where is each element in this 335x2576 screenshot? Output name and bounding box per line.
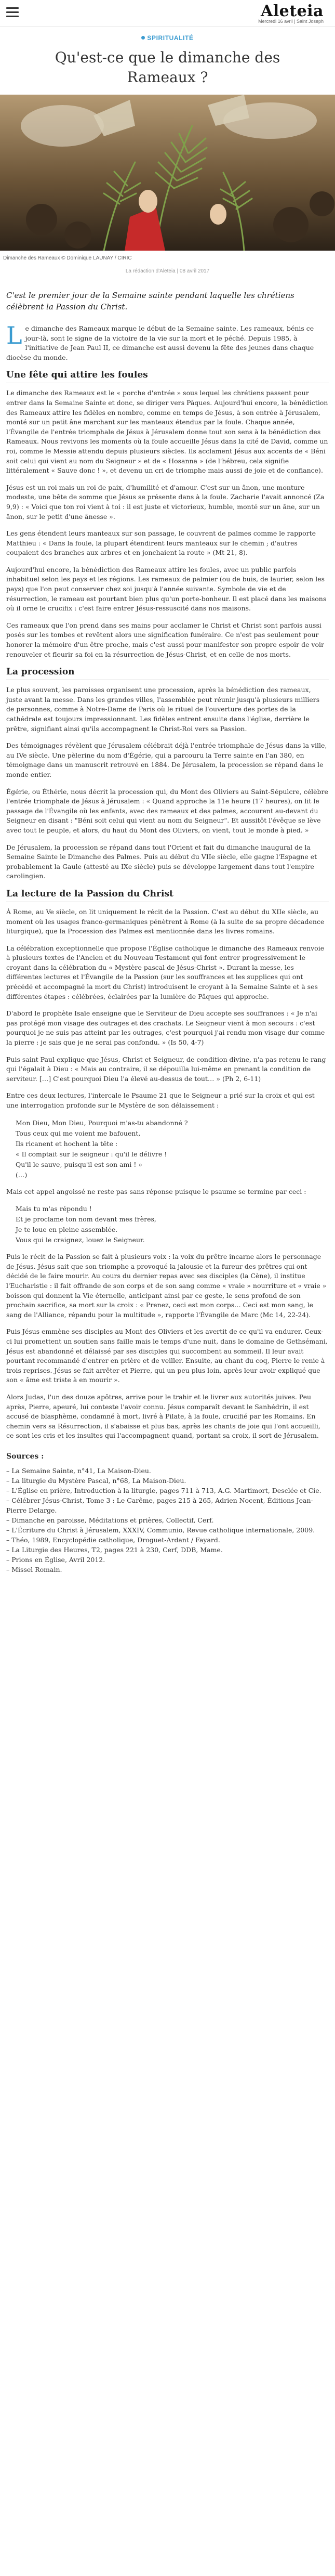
- source-item: – La liturgie du Mystère Pascal, n°68, La Maison-Dieu.: [6, 1476, 329, 1486]
- source-item: – Théo, 1989, Encyclopédie catholique, Droguet-Ardant / Fayard.: [6, 1535, 329, 1545]
- source-item: – L'Église en prière, Introduction à la liturgie, pages 711 à 713, A.G. Martimort, Desclée et Cie.: [6, 1486, 329, 1495]
- site-logo[interactable]: [258, 2, 324, 24]
- category-label: SPIRITUALITÉ: [147, 34, 194, 42]
- paragraph: Puis saint Paul explique que Jésus, Christ et Seigneur, de condition divine, n'a pas retenu le rang qui l'égalait à Dieu : « Mais au contraire, il se dépouilla lui-même en prenant la condition de serviteur. […] C'est pourquoi Dieu l'a élevé au-dessus de tout… » (Ph 2, 6-11): [6, 1055, 326, 1083]
- paragraph: Le dimanche des Rameaux est le « porche d'entrée » sous lequel les chrétiens passent pour entrer dans la Semaine Sainte et donc, se diriger vers Pâques. Aujourd'hui encore, la bénédiction des Rameaux attire les fidèles en nombre, comme en temps de Jésus, à son entrée à Jérusalem, monté sur un petit âne marchant sur les manteaux étendus par la foule. Chaque année, l'Évangile de l'entrée triomphale de Jésus à Jérusalem donne tout son sens à la bénédiction des Rameaux. Nous revivons les moments où la foule accueille Jésus dans la cité de David, comme un roi, comme le Messie attendu depuis plusieurs siècles. Ils acclament Jésus aux accents de « Béni soit celui qui vient au nom du Seigneur » et de « Hosanna » (de l'hébreu, cela signifie littéralement « Sauve donc ! », et devenu un cri de triomphe mais aussi de joie et de confiance).: [6, 389, 328, 475]
- paragraph: Ces rameaux que l'on prend dans ses mains pour acclamer le Christ et Christ sont parfois aussi posés sur les tombes et revêtent alors une signification funéraire. Ce n'est pas seulement pour honorer la mémoire d'un être proche, mais c'est aussi pour manifester son propre espoir de voir renouveler et fleurir sa foi en la résurrection de Jésus-Christ, et en celle de nos morts.: [6, 621, 325, 658]
- psalm-end-quote: [16, 1204, 329, 1245]
- paragraph: Puis le récit de la Passion se fait à plusieurs voix : la voix du prêtre incarne alors le personnage de Jésus. Jésus sait que son triomphe a provoqué la jalousie et la fureur des prêtres qui ont décidé de le faire mourir. Au cours du dernier repas avec ses disciples (la Cène), il institue l'Eucharistie : il fait offrande de son corps et de son sang comme « vraie » nourriture et « vraie » boisson qui donnent la Vie éternelle, anticipant ainsi par ce geste, le sens profond de son prochain sacrifice, sa mort sur la croix : « Prenez, ceci est mon corps… Ceci est mon sang, le sang de l'Alliance, répandu pour la multitude », rapporte l'Évangile de Marc (Mc 14, 22-24).: [6, 1253, 327, 1319]
- hero-image: [0, 95, 335, 251]
- psalm-line: « Il comptait sur le seigneur : qu'il le délivre !: [16, 1150, 167, 1158]
- paragraph: Mais cet appel angoissé ne reste pas sans réponse puisque le psaume se termine par ceci :: [6, 1187, 306, 1195]
- menu-icon[interactable]: [6, 7, 19, 18]
- article-body: [0, 290, 335, 1575]
- article-lead: C'est le premier jour de la Semaine sainte pendant laquelle les chrétiens célèbrent la Passion du Christ.: [6, 291, 294, 311]
- brand-name: Aleteia: [260, 2, 324, 20]
- intro-paragraph: Le dimanche des Rameaux marque le début de la Semaine sainte. Les rameaux, bénis ce jour-là, sont le signe de la victoire de la vie sur la mort et le péché. Depuis 1985, à l'initiative de Jean Paul II, ce dimanche est aussi devenu la fête des jeunes dans chaque diocèse du monde.: [6, 321, 314, 361]
- paragraph: Jésus est un roi mais un roi de paix, d'humilité et d'amour. C'est sur un ânon, une monture modeste, une bête de somme que Jésus se présente dans à la foule. Zacharie l'avait annoncé (Za 9,9) : « Voici que ton roi vient à toi : il est juste et victorieux, humble, monté sur un âne, sur un ânon, sur le petit d'une ânesse ».: [6, 483, 325, 521]
- palm-procession-photo: [0, 95, 335, 251]
- psalm-line: (…): [16, 1170, 28, 1179]
- psalm-line: Mais tu m'as répondu !: [16, 1205, 92, 1213]
- psalm-line: Mon Dieu, Mon Dieu, Pourquoi m'as-tu abandonné ?: [16, 1118, 188, 1127]
- paragraph: Alors Judas, l'un des douze apôtres, arrive pour le trahir et le livrer aux autorités juives. Peu après, Pierre, apeuré, lui conteste l'avoir connu. Jésus comparaît devant le Sanhédrin, il est accusé de blasphème, condamné à mort, livré à Pilate, à la foule, crucifié par les Romains. En chemin vers sa Résurrection, il s'abaisse et plus bas, après les chants de joie qui l'ont accueilli, ce sont les cris et les insultes qui l'accompagnent quand, portant sa croix, il sort de Jérusalem.: [6, 1393, 320, 1440]
- source-item: – Prions en Église, Avril 2012.: [6, 1555, 329, 1565]
- paragraph: Entre ces deux lectures, l'intercale le Psaume 21 que le Seigneur a prié sur la croix et qui est une interrogation profonde sur le Mystère de son délaissement :: [6, 1091, 315, 1109]
- header-date: Mercredi 16 avril | Saint Joseph: [258, 19, 324, 24]
- article-title: Qu'est-ce que le dimanche des Rameaux ?: [55, 49, 280, 86]
- section-heading-passion: La lecture de la Passion du Christ: [6, 889, 329, 902]
- article-byline: La rédaction d'Aleteia | 08 avril 2017: [125, 268, 210, 274]
- paragraph: Puis Jésus emmène ses disciples au Mont des Oliviers et les avertit de ce qu'il va endurer. Ceux-ci lui promettent un soutien sans faille mais le temps d'une nuit, dans le domaine de Gethsémani, Jésus est abandonné et délaissé par ses disciples qui succombent au sommeil. Il leur avait pourtant recommandé d'entrer en prière et de veiller. Ensuite, au chant du coq, Pierre le renie à trois reprises. Jésus se fait arrêter et Pierre, qui un peu plus loin, après leur avoir expliqué que son « âme est triste à en mourir ».: [6, 1328, 328, 1384]
- psalm-line: Ils ricanent et hochent la tête :: [16, 1139, 118, 1148]
- paragraph: Égérie, ou Éthérie, nous décrit la procession qui, du Mont des Oliviers au Saint-Sépulcre, célèbre l'entrée triomphale de Jésus à Jérusalem : « Quand approche la 11e heure (17 heures), on lit le passage de l'Évangile où les enfants, avec des rameaux et des palmes, accourent au-devant du Seigneur en disant : "Béni soit celui qui vient au nom du Seigneur". Et aussitôt l'évêque se lève avec tout le peuple, et alors, du haut du Mont des Oliviers, on vient, tout le monde à pied. »: [6, 787, 328, 834]
- source-item: – La Semaine Sainte, n°41, La Maison-Dieu.: [6, 1466, 329, 1476]
- category-link[interactable]: [0, 34, 335, 42]
- psalm-line: Et je proclame ton nom devant mes frères,: [16, 1215, 156, 1224]
- psalm-quote: [16, 1118, 329, 1180]
- category-dot-icon: [141, 36, 145, 40]
- paragraph: De Jérusalem, la procession se répand dans tout l'Orient et fait du dimanche inaugural de la Semaine Sainte le Dimanche des Palmes. Puis au début du VIIe siècle, elle gagne l'Espagne et probablement la Gaule (attesté au IXe siècle) puis se développe largement dans tout l'empire carolingien.: [6, 843, 317, 880]
- sources-list: [6, 1466, 329, 1575]
- psalm-line: Je te loue en pleine assemblée.: [16, 1226, 118, 1234]
- source-item: – Célébrer Jésus-Christ, Tome 3 : Le Carême, pages 215 à 265, Adrien Nocent, Éditions Jean-Pierre Delarge.: [6, 1495, 329, 1515]
- paragraph: La célébration exceptionnelle que propose l'Église catholique le dimanche des Rameaux renvoie à plusieurs textes de l'Ancien et du Nouveau Testament qui font entrer progressivement le croyant dans la célébration du « Mystère pascal de Jésus-Christ ». Durant la messe, les différentes lectures et l'Évangile de la Passion (sur les souffrances et les supplices qui ont précédé et accompagné la mort du Christ) introduisent le croyant à la Semaine Sainte et à ses différentes étapes : célébrées, éclairées par la lumière de Pâques qui approche.: [6, 944, 325, 1000]
- paragraph: Aujourd'hui encore, la bénédiction des Rameaux attire les foules, avec un public parfois inhabituel selon les pays et les régions. Les rameaux de palmier (ou de buis, de laurier, selon les pays) que l'on peut conserver chez soi jusqu'à l'année suivante. Symbole de vie et de résurrection, le rameau est pourtant bien plus qu'un porte-bonheur. Il est placé dans les maisons où il orne le crucifix : c'est faire entrer Jésus-ressuscité dans nos maisons.: [6, 565, 327, 613]
- top-bar: [0, 0, 335, 27]
- sources-heading: Sources :: [6, 1452, 44, 1461]
- source-item: – La Liturgie des Heures, T2, pages 221 à 230, Cerf, DDB, Mame.: [6, 1545, 329, 1555]
- source-item: – Dimanche en paroisse, Méditations et prières, Collectif, Cerf.: [6, 1515, 329, 1525]
- source-item: – Missel Romain.: [6, 1565, 329, 1575]
- psalm-line: Qu'il le sauve, puisqu'il est son ami ! »: [16, 1160, 143, 1168]
- psalm-line: Vous qui le craignez, louez le Seigneur.: [16, 1236, 145, 1244]
- source-item: – L'Écriture du Christ à Jérusalem, XXXIV, Communio, Revue catholique internationale, 2009.: [6, 1525, 329, 1535]
- paragraph: Le plus souvent, les paroisses organisent une procession, après la bénédiction des rameaux, juste avant la messe. Dans les grandes villes, l'assemblée peut réunir jusqu'à plusieurs milliers de personnes, comme à Notre-Dame de Paris où le rituel de l'ouverture des portes de la cathédrale est toujours impressionnant. Les fidèles entrent ensuite dans l'église, derrière le prêtre, signifiant ainsi qu'ils accompagnent le Christ-Roi vers sa Passion.: [6, 686, 320, 733]
- paragraph: Des témoignages révèlent que Jérusalem célébrait déjà l'entrée triomphale de Jésus dans la ville, au IVe siècle. Une pèlerine du nom d'Égérie, qui a parcouru la Terre sainte en l'an 380, en témoignage dans un manuscrit retrouvé en 1884. De Jérusalem, la procession se répand dans le monde entier.: [6, 741, 327, 778]
- paragraph: D'abord le prophète Isaïe enseigne que le Serviteur de Dieu accepte ses souffrances : « Je n'ai pas protégé mon visage des outrages et des crachats. Le Seigneur vient à mon secours : c'est pourquoi je ne suis pas atteint par les outrages, c'est pourquoi j'ai rendu mon visage dur comme la pierre : je sais que je ne serai pas confondu. » (Is 50, 4-7): [6, 1009, 325, 1047]
- paragraph: À Rome, au Ve siècle, on lit uniquement le récit de la Passion. C'est au début du XIIe siècle, au moment où les usages franco-germaniques pénètrent à Rome (à la suite de sa propre décadence liturgique), que la Procession des Palmes est mentionnée dans les livres romains.: [6, 907, 325, 935]
- section-heading-procession: La procession: [6, 667, 329, 680]
- paragraph: Les gens étendent leurs manteaux sur son passage, le couvrent de palmes comme le rapporte Matthieu : « Dans la foule, la plupart étendirent leurs manteaux sur le chemin ; d'autres coupaient des branches aux arbres et en jonchaient la route » (Mt 21, 8).: [6, 529, 316, 557]
- image-caption: Dimanche des Rameaux © Dominique LAUNAY / CIRIC: [3, 255, 132, 261]
- psalm-line: Tous ceux qui me voient me bafouent,: [16, 1129, 141, 1137]
- section-heading-fete: Une fête qui attire les foules: [6, 370, 329, 383]
